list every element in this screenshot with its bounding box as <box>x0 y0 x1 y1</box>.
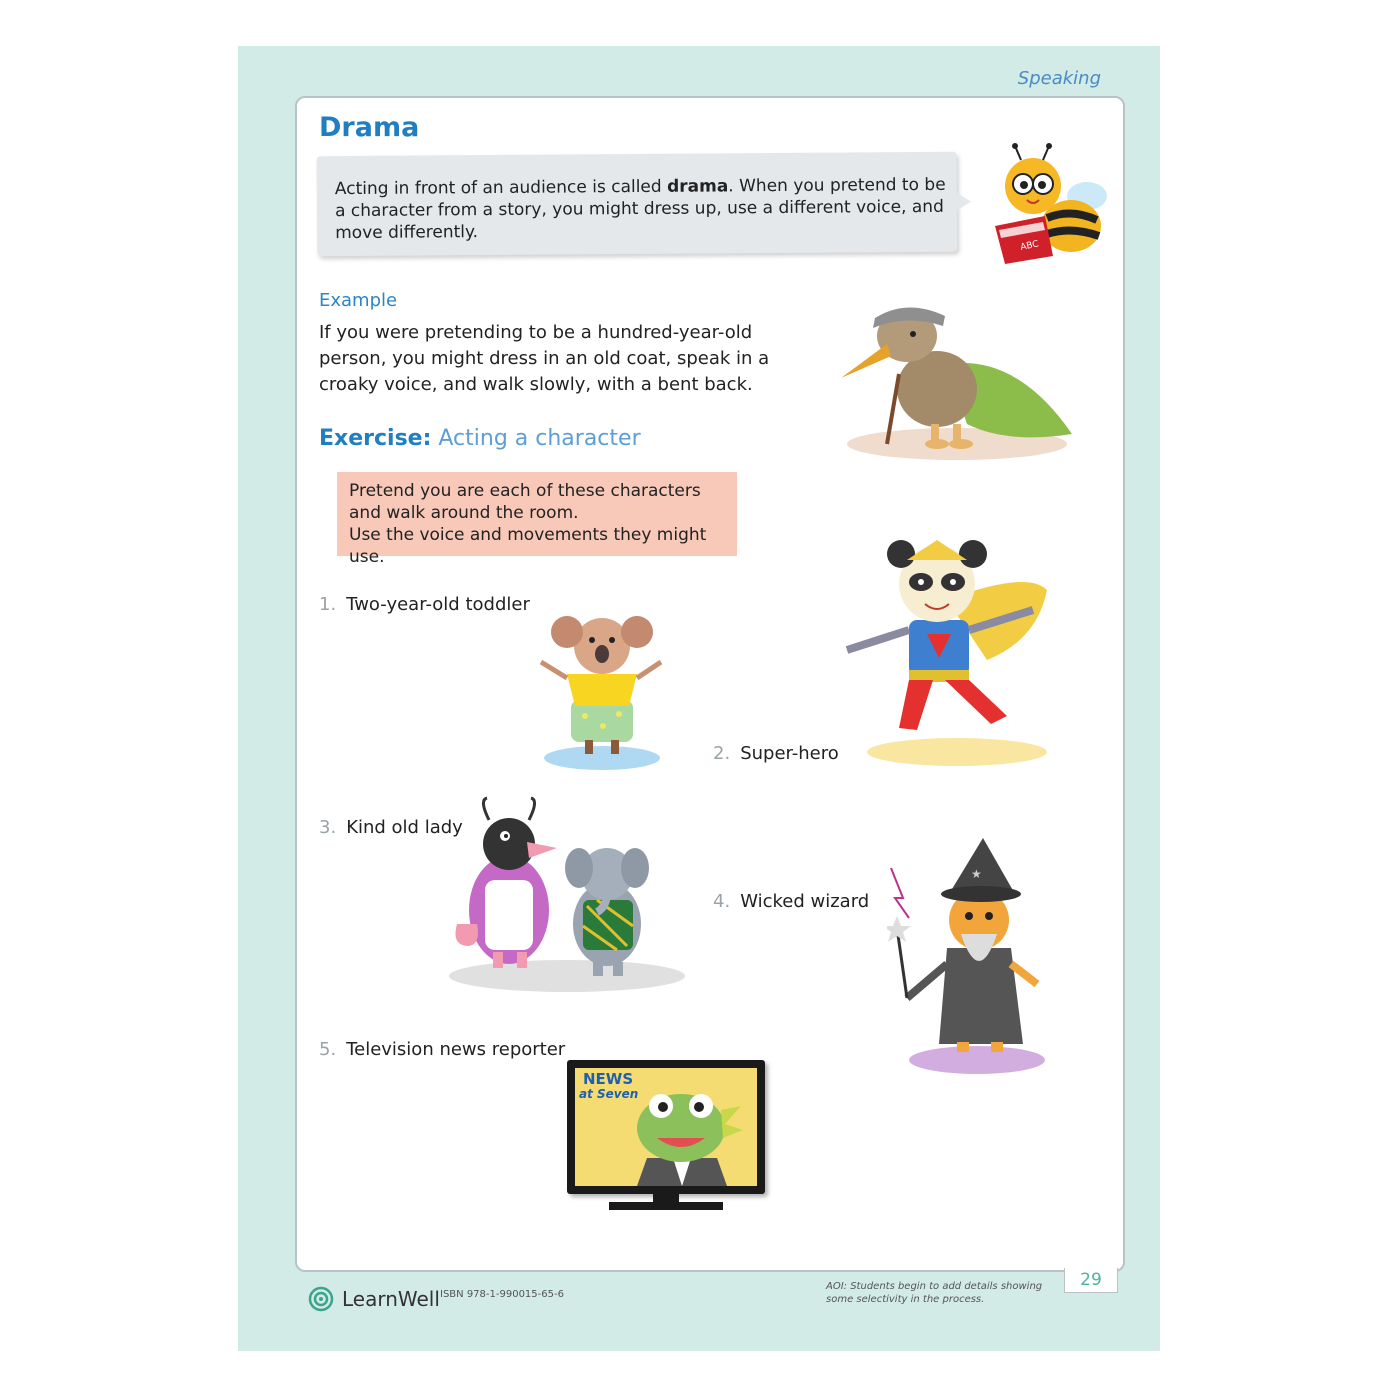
learnwell-logo <box>308 1286 440 1312</box>
section-label: Speaking <box>1017 68 1101 89</box>
brand-name: LearnWell <box>342 1287 440 1311</box>
definition-text <box>335 174 955 244</box>
exercise-item-1 <box>319 594 530 615</box>
instruction-box <box>337 472 737 567</box>
tv-subtitle: at Seven <box>579 1087 639 1101</box>
penguin-and-elephant-illustration <box>447 796 687 996</box>
item-text: Two-year-old toddler <box>346 594 530 615</box>
aoi-note: AOI: Students begin to add details showing some selectivity in the process. <box>826 1281 1043 1305</box>
example-heading: Example <box>319 290 398 311</box>
exercise-label: Exercise: <box>319 426 432 451</box>
definition-text-end: . When you pretend to be a character from a story, you might dress up, use a different voice, and move differently. <box>334 174 946 244</box>
item-text: Television news reporter <box>346 1039 566 1060</box>
exercise-title: Acting a character <box>438 426 641 451</box>
exercise-heading <box>319 426 641 451</box>
page-number: 29 <box>1064 1268 1118 1293</box>
definition-callout <box>317 152 958 256</box>
tv-title: NEWS <box>583 1070 634 1088</box>
page-title: Drama <box>319 112 420 143</box>
instruction-line-2: Use the voice and movements they might use. <box>349 525 707 567</box>
item-number: 2. <box>713 743 731 764</box>
example-text: If you were pretending to be a hundred-year-old person, you might dress in an old coat, speak in a croaky voice, and walk slowly, with a bent back. <box>319 322 770 395</box>
instruction-line-1: Pretend you are each of these characters and walk around the room. <box>349 481 701 523</box>
tv-stand <box>609 1202 723 1210</box>
news-tv-illustration <box>567 1060 765 1212</box>
definition-text-start: Acting in front of an audience is called <box>334 176 668 200</box>
svg-text:★: ★ <box>971 867 982 881</box>
tv-neck <box>653 1194 679 1202</box>
callout-tail <box>955 192 971 212</box>
frog-reporter-icon <box>617 1080 747 1186</box>
exercise-item-2 <box>713 743 839 764</box>
content-card <box>295 96 1125 1272</box>
isbn: ISBN 978-1-990015-65-6 <box>440 1289 564 1300</box>
learnwell-swirl-icon <box>308 1286 334 1312</box>
exercise-item-5 <box>319 1039 565 1060</box>
wizard-tiger-illustration <box>887 838 1057 1078</box>
item-number: 1. <box>319 594 337 615</box>
page-sheet <box>238 46 1160 1351</box>
definition-keyword: drama <box>666 176 729 197</box>
item-number: 4. <box>713 891 731 912</box>
item-text: Super-hero <box>740 743 839 764</box>
book-label: ABC <box>1019 239 1040 253</box>
item-text: Wicked wizard <box>740 891 870 912</box>
item-number: 3. <box>319 817 337 838</box>
item-text: Kind old lady <box>346 817 463 838</box>
item-number: 5. <box>319 1039 337 1060</box>
bee-mascot-illustration <box>987 138 1117 273</box>
superhero-panda-illustration <box>837 530 1057 770</box>
toddler-koala-illustration <box>537 610 667 770</box>
exercise-item-4 <box>713 891 869 912</box>
exercise-item-3 <box>319 817 463 838</box>
old-kiwi-illustration <box>837 294 1077 464</box>
